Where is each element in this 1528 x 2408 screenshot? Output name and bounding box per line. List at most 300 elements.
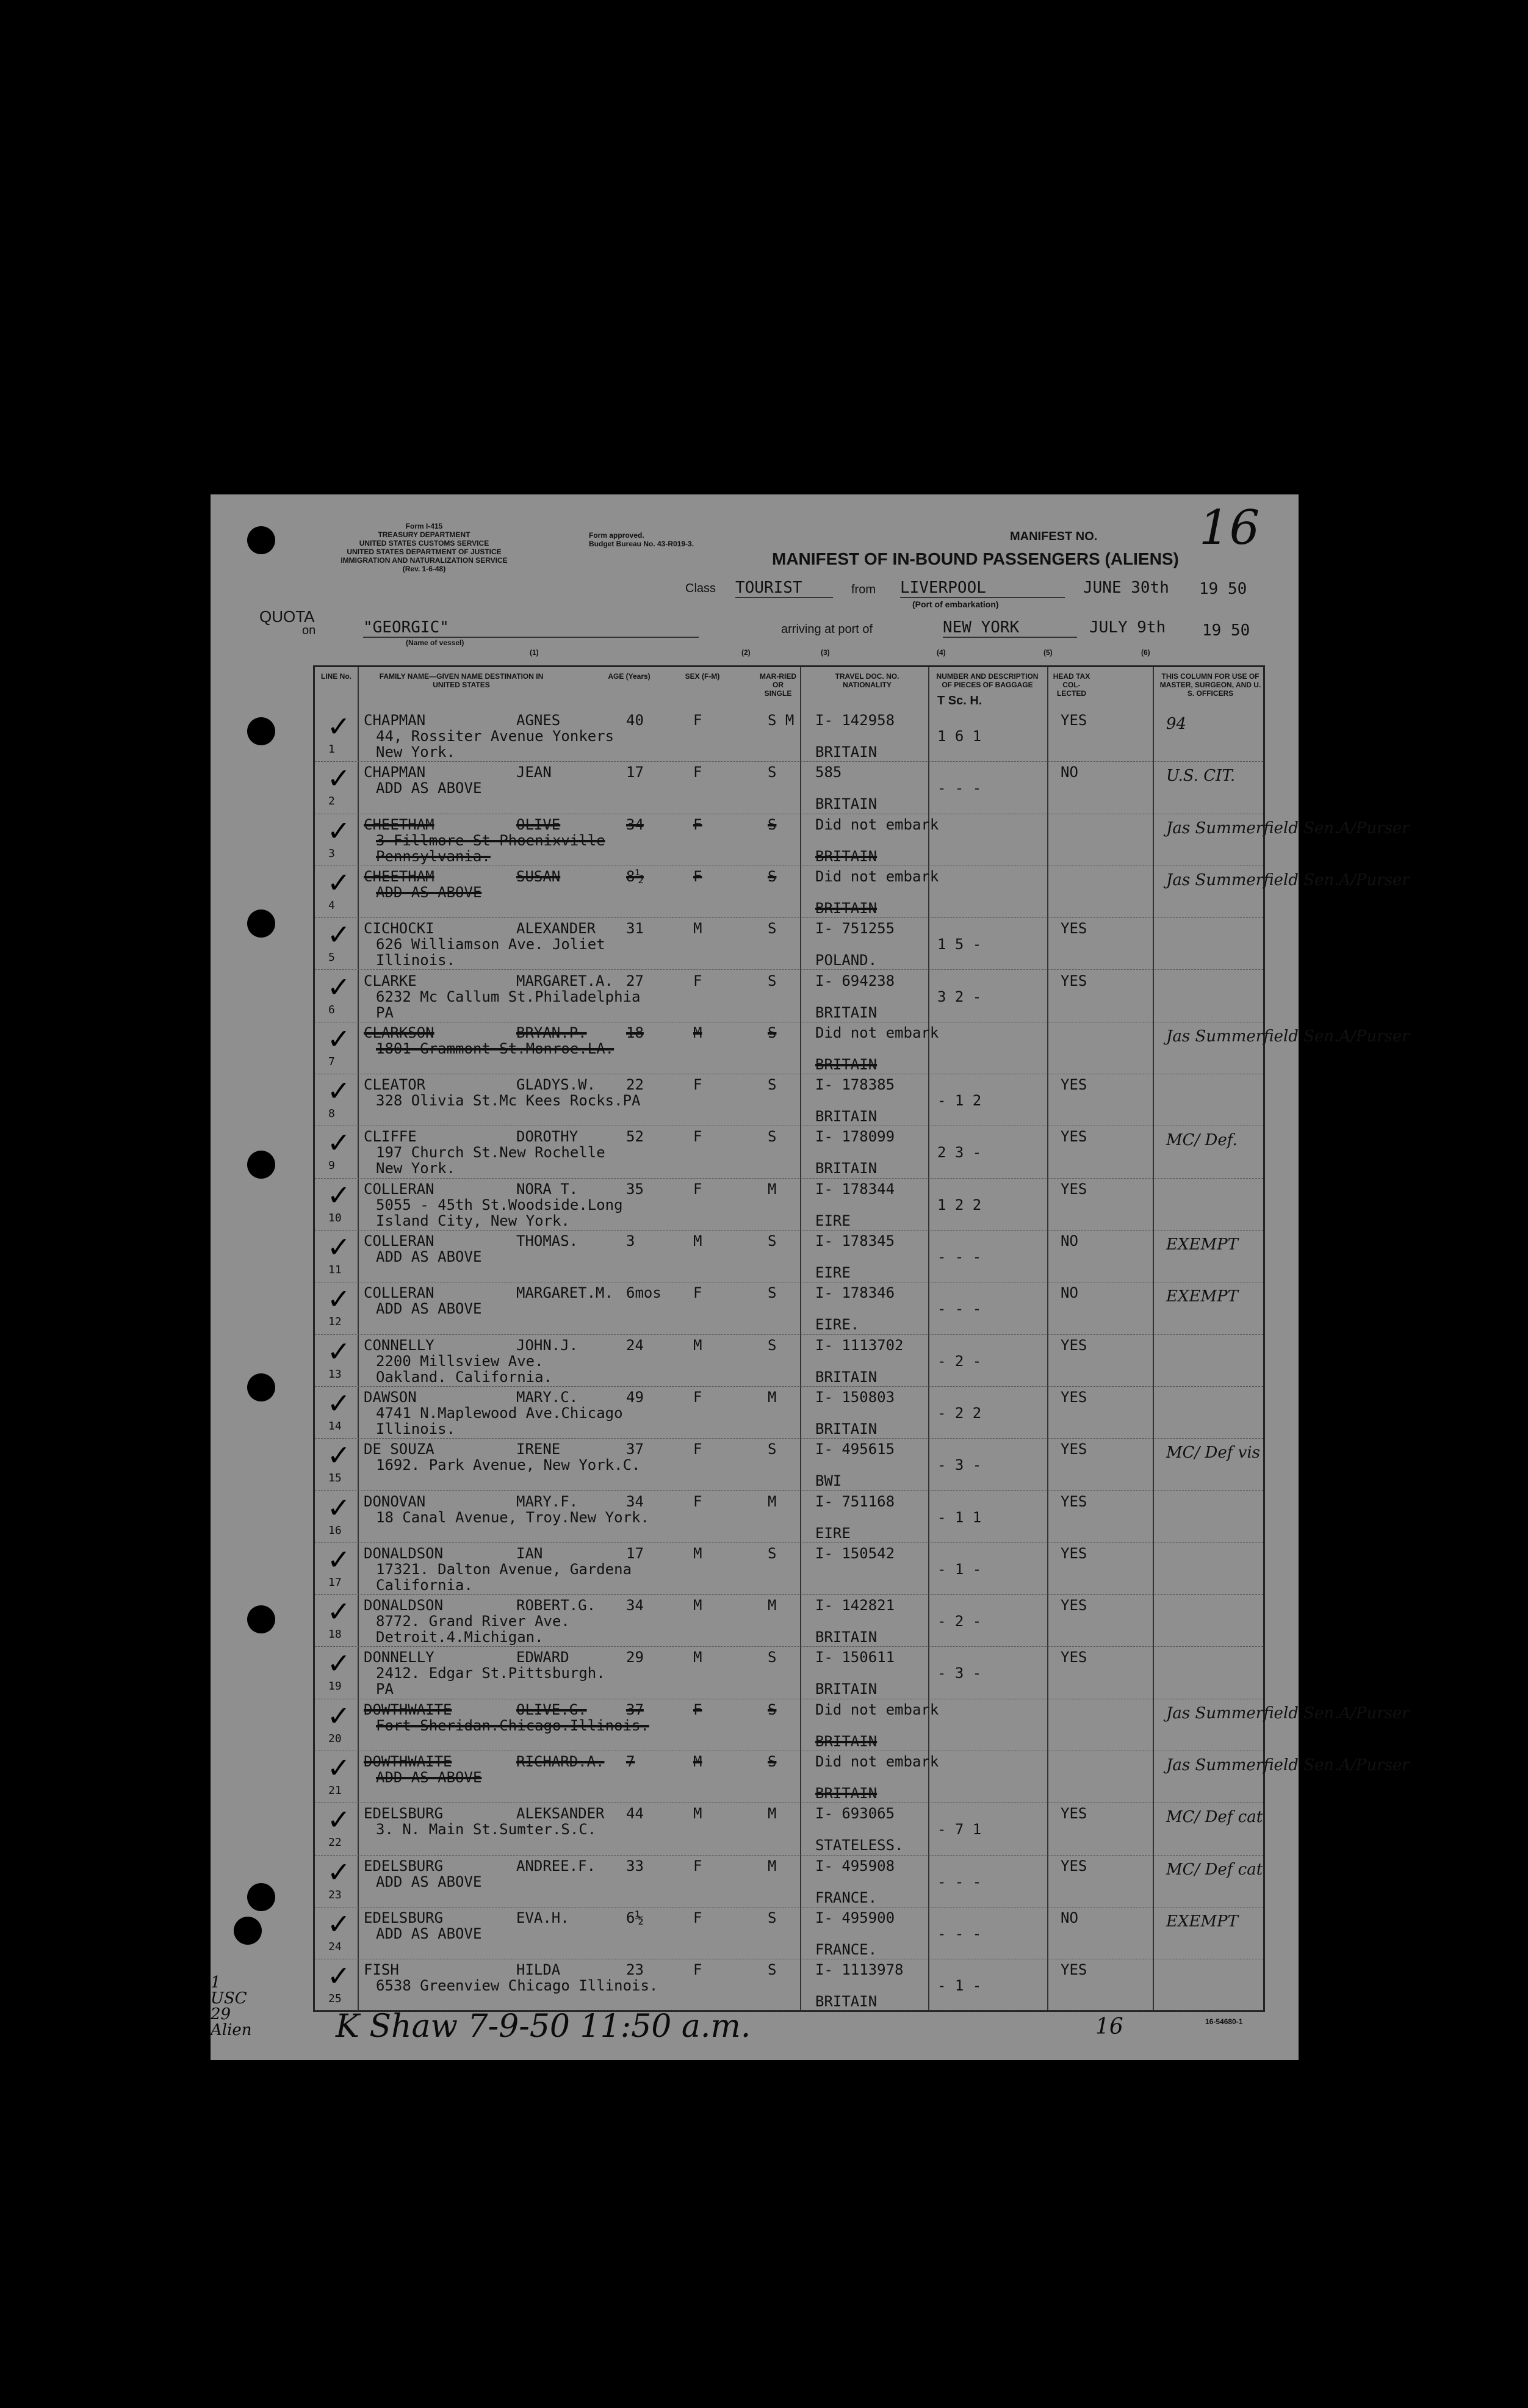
destination-line-1: 18 Canal Avenue, Troy.New York. (376, 1508, 649, 1526)
manifest-number: 16 (1199, 501, 1260, 555)
manifest-table (313, 665, 1410, 2012)
nationality: BRITAIN (815, 1108, 878, 1126)
nationality: BRITAIN (815, 1160, 878, 1177)
age: 40 (626, 712, 644, 729)
from-label: from (851, 583, 876, 596)
age: 34 (626, 815, 644, 833)
family-name: DE SOUZA (364, 1441, 434, 1458)
line-number: 3 (328, 847, 335, 860)
head-tax: YES (1061, 1128, 1087, 1146)
head-tax: YES (1061, 1857, 1087, 1875)
destination-line-1: ADD AS ABOVE (376, 1300, 482, 1318)
head-tax: NO (1061, 1232, 1078, 1249)
family-name: CHEETHAM (364, 815, 434, 833)
marital-status: S (768, 1701, 777, 1718)
travel-doc-number: I- 694238 (815, 972, 895, 989)
table-row (315, 1022, 1410, 1074)
destination-line-2: Illinois. (376, 952, 456, 969)
destination-line-2: New York. (376, 743, 456, 761)
check-mark-icon: ✓ (327, 1803, 351, 1837)
sex: F (693, 1701, 702, 1718)
marital-status: S (768, 920, 777, 938)
family-name: FISH (364, 1961, 399, 1979)
justice-department: UNITED STATES DEPARTMENT OF JUSTICE (347, 548, 502, 556)
head-tax: YES (1061, 920, 1087, 938)
column-number: (2) (741, 648, 751, 657)
table-row (315, 1699, 1410, 1751)
destination-line-1: 197 Church St.New Rochelle (376, 1144, 605, 1162)
age: 17 (626, 1544, 644, 1562)
destination-line-1: ADD AS ABOVE (376, 1925, 482, 1942)
on-label: on (302, 624, 316, 637)
family-name: CHAPMAN (364, 764, 426, 781)
sex: F (693, 867, 702, 885)
destination-line-1: ADD AS ABOVE (376, 779, 482, 797)
department: TREASURY DEPARTMENT (378, 530, 470, 539)
given-name: MARGARET.M. (516, 1284, 613, 1302)
baggage: 1 6 1 (937, 728, 982, 745)
family-name: COLLERAN (364, 1284, 434, 1302)
destination-line-1: 17321. Dalton Avenue, Gardena (376, 1560, 632, 1578)
nationality: BRITAIN (815, 1629, 878, 1646)
port-of-embarkation: LIVERPOOL (900, 579, 1065, 598)
head-tax: YES (1061, 1336, 1087, 1354)
table-row (315, 971, 1263, 1022)
marital-status: M (768, 1805, 777, 1823)
budget-bureau: Budget Bureau No. 43-R019-3. (589, 540, 694, 548)
line-number: 1 (328, 743, 335, 756)
marital-status: S (768, 1284, 777, 1302)
age: 23 (626, 1961, 644, 1979)
column-number: (3) (821, 648, 830, 657)
family-name: CHAPMAN (364, 712, 426, 729)
family-name: DONOVAN (364, 1492, 426, 1510)
customs-service: UNITED STATES CUSTOMS SERVICE (359, 539, 489, 548)
table-row (315, 1803, 1263, 1855)
table-row (315, 1282, 1263, 1334)
travel-doc-number: I- 178099 (815, 1128, 895, 1146)
nationality: EIRE (815, 1212, 851, 1229)
destination-line-2: Oakland. California. (376, 1368, 552, 1386)
form-approval (589, 531, 694, 548)
official-note: Jas Summerfield Sen.A/Purser (1166, 1704, 1410, 1723)
baggage: - 2 - (937, 1352, 982, 1370)
official-note: MC/ Def. (1166, 1131, 1238, 1150)
destination-line-1: 328 Olivia St.Mc Kees Rocks.PA (376, 1092, 641, 1110)
age: 27 (626, 972, 644, 989)
official-note: MC/ Def cat (1166, 1860, 1263, 1879)
check-mark-icon: ✓ (327, 1959, 351, 1993)
sex: M (693, 1753, 702, 1770)
marital-status: S (768, 1336, 777, 1354)
baggage: - 3 - (937, 1665, 982, 1682)
official-note: EXEMPT (1166, 1235, 1238, 1254)
family-name: DOWTHWAITE (364, 1753, 452, 1770)
sex: F (693, 1128, 702, 1146)
head-tax: YES (1061, 1649, 1087, 1666)
nationality: BRITAIN (815, 1732, 878, 1750)
travel-doc-number: I- 178344 (815, 1180, 895, 1198)
nationality: BRITAIN (815, 1003, 878, 1021)
age: 6mos (626, 1284, 661, 1302)
table-row (315, 1543, 1263, 1595)
travel-doc-number: I- 495900 (815, 1909, 895, 1926)
line-number: 11 (328, 1264, 342, 1276)
binder-hole (247, 909, 275, 938)
head-tax: YES (1061, 972, 1087, 989)
quota-label: QUOTA (259, 607, 315, 626)
sex: F (693, 764, 702, 781)
column-number: (5) (1043, 648, 1053, 657)
destination-line-1: 626 Williamson Ave. Joliet (376, 936, 605, 953)
given-name: OLIVE.G. (516, 1701, 587, 1718)
col-line-header: LINE No. (321, 672, 351, 681)
baggage: - 2 - (937, 1613, 982, 1630)
column-number: (1) (530, 648, 539, 657)
destination-line-1: 44, Rossiter Avenue Yonkers (376, 728, 614, 745)
age: 22 (626, 1076, 644, 1094)
marital-status: S (768, 972, 777, 989)
age: 33 (626, 1857, 644, 1875)
official-note: Jas Summerfield Sen.A/Purser (1166, 1756, 1410, 1774)
official-note: MC/ Def vis (1166, 1444, 1261, 1463)
given-name: ALEKSANDER (516, 1805, 605, 1823)
destination-line-2: PA (376, 1680, 394, 1698)
manifest-no-label: MANIFEST NO. (1010, 530, 1098, 543)
baggage: - - - (937, 1873, 982, 1890)
table-row (315, 1595, 1263, 1647)
check-mark-icon: ✓ (327, 970, 351, 1003)
inspector-signature: K Shaw 7-9-50 11:50 a.m. (336, 2008, 751, 2045)
baggage: 3 2 - (937, 988, 982, 1005)
sex: F (693, 1180, 702, 1198)
check-mark-icon: ✓ (327, 1126, 351, 1160)
head-tax: NO (1061, 1909, 1078, 1926)
col-headtax-header: HEAD TAX COL-LECTED (1053, 672, 1090, 698)
check-mark-icon: ✓ (327, 710, 351, 743)
travel-doc-number: I- 150611 (815, 1649, 895, 1666)
col-married-header: MAR-RIED OR SINGLE (760, 672, 796, 698)
check-mark-icon: ✓ (327, 1386, 351, 1420)
sex: F (693, 1961, 702, 1979)
travel-doc-number: Did not embark (815, 867, 939, 885)
check-mark-icon: ✓ (327, 1751, 351, 1784)
check-mark-icon: ✓ (327, 918, 351, 952)
check-mark-icon: ✓ (327, 1074, 351, 1108)
baggage: - 1 1 (937, 1508, 982, 1526)
line-number: 17 (328, 1575, 342, 1589)
marital-status: S (768, 1544, 777, 1562)
embarkation-date: JUNE 30th (1083, 579, 1169, 597)
marital-status: S (768, 1076, 777, 1094)
given-name: AGNES (516, 712, 561, 729)
head-tax: YES (1061, 1180, 1087, 1198)
travel-doc-number: I- 495908 (815, 1857, 895, 1875)
family-name: CONNELLY (364, 1336, 434, 1354)
nationality: BWI (815, 1472, 842, 1490)
nationality: FRANCE. (815, 1940, 878, 1958)
line-number: 20 (328, 1732, 342, 1745)
baggage: - 1 - (937, 1560, 982, 1578)
given-name: GLADYS.W. (516, 1076, 596, 1094)
line-number: 9 (328, 1159, 335, 1173)
travel-doc-number: I- 178345 (815, 1232, 895, 1249)
head-tax: YES (1061, 1961, 1087, 1979)
line-number: 15 (328, 1472, 342, 1485)
age: 29 (626, 1649, 644, 1666)
destination-line-2: PA (376, 1003, 394, 1021)
given-name: OLIVE (516, 815, 561, 833)
sex: F (693, 1909, 702, 1926)
family-name: EDELSBURG (364, 1805, 444, 1823)
baggage: 2 3 - (937, 1144, 982, 1162)
arrival-year: 19 50 (1202, 621, 1250, 640)
form-approved: Form approved. (589, 531, 644, 540)
given-name: ANDREE.F. (516, 1857, 596, 1875)
port-embark-caption: (Port of embarkation) (912, 599, 999, 609)
nationality: BRITAIN (815, 795, 878, 813)
head-tax: YES (1061, 1441, 1087, 1458)
sex: M (693, 920, 702, 938)
marital-status: M (768, 1492, 777, 1510)
arrival-date: JULY 9th (1089, 618, 1166, 637)
col-baggage-subheader: T Sc. H. (937, 694, 982, 707)
destination-line-2: Illinois. (376, 1420, 456, 1437)
line-number: 5 (328, 951, 335, 964)
age: 44 (626, 1805, 644, 1823)
table-row (315, 1335, 1263, 1387)
line-number: 22 (328, 1836, 342, 1849)
travel-doc-number: I- 150542 (815, 1544, 895, 1562)
baggage: 1 2 2 (937, 1196, 982, 1213)
sex: F (693, 1492, 702, 1510)
destination-line-1: 6538 Greenview Chicago Illinois. (376, 1977, 658, 1995)
nationality: BRITAIN (815, 1993, 878, 2011)
table-row (315, 814, 1410, 866)
travel-doc-number: I- 1113702 (815, 1336, 904, 1354)
travel-doc-number: 585 (815, 764, 842, 781)
travel-doc-number: Did not embark (815, 1753, 939, 1770)
travel-doc-number: Did not embark (815, 1701, 939, 1718)
destination-line-1: 4741 N.Maplewood Ave.Chicago (376, 1404, 623, 1422)
line-number: 24 (328, 1940, 342, 1953)
given-name: DOROTHY (516, 1128, 578, 1146)
destination-line-1: 1801 Grammont St.Monroe.LA. (376, 1039, 614, 1057)
marital-status: S (768, 1441, 777, 1458)
age: 34 (626, 1492, 644, 1510)
marital-status: S (768, 764, 777, 781)
marital-status: M (768, 1180, 777, 1198)
marital-status: M (768, 1597, 777, 1614)
given-name: RICHARD.A. (516, 1753, 605, 1770)
family-name: DONALDSON (364, 1544, 444, 1562)
travel-doc-number: I- 1113978 (815, 1961, 904, 1979)
family-name: COLLERAN (364, 1232, 434, 1249)
age: 24 (626, 1336, 644, 1354)
vessel-caption: (Name of vessel) (406, 638, 464, 647)
official-note: Jas Summerfield Sen.A/Purser (1166, 819, 1410, 837)
table-row (315, 1751, 1410, 1803)
check-mark-icon: ✓ (327, 1178, 351, 1212)
table-row (315, 866, 1410, 918)
line-number: 8 (328, 1107, 335, 1121)
revision: (Rev. 1-6-48) (402, 565, 446, 573)
destination-line-1: 8772. Grand River Ave. (376, 1613, 570, 1630)
sex: M (693, 1649, 702, 1666)
family-name: COLLERAN (364, 1180, 434, 1198)
age: 52 (626, 1128, 644, 1146)
marital-status: S (768, 867, 777, 885)
destination-line-1: 2200 Millsview Ave. (376, 1352, 544, 1370)
baggage: - 1 2 (937, 1092, 982, 1110)
page-title: MANIFEST OF IN-BOUND PASSENGERS (ALIENS) (772, 549, 1179, 568)
given-name: EDWARD (516, 1649, 569, 1666)
given-name: ROBERT.G. (516, 1597, 596, 1614)
marital-status: S (768, 815, 777, 833)
embarkation-year: 19 50 (1199, 580, 1247, 598)
check-mark-icon: ✓ (327, 814, 351, 847)
form-number: Form I-415 (405, 522, 443, 530)
col-baggage-header: NUMBER AND DESCRIPTION OF PIECES OF BAGGAGE (936, 672, 1039, 689)
sex: F (693, 815, 702, 833)
given-name: SUSAN (516, 867, 561, 885)
head-tax: YES (1061, 1597, 1087, 1614)
sex: F (693, 1388, 702, 1406)
age: 3 (626, 1232, 635, 1249)
destination-line-1: ADD AS ABOVE (376, 1769, 482, 1786)
age: 31 (626, 920, 644, 938)
travel-doc-number: I- 150803 (815, 1388, 895, 1406)
arriving-label: arriving at port of (781, 623, 873, 636)
table-row (315, 1387, 1263, 1439)
baggage: - 2 2 (937, 1404, 982, 1422)
travel-doc-number: Did not embark (815, 1024, 939, 1041)
destination-line-2: Detroit.4.Michigan. (376, 1629, 544, 1646)
table-row (315, 1126, 1263, 1178)
nationality: STATELESS. (815, 1837, 904, 1854)
line-number: 13 (328, 1367, 342, 1381)
table-row (315, 1907, 1263, 1959)
sex: F (693, 1076, 702, 1094)
baggage: - - - (937, 1925, 982, 1942)
age: 17 (626, 764, 644, 781)
vessel-name: "GEORGIC" (363, 618, 699, 638)
travel-doc-number: I- 751255 (815, 920, 895, 938)
age: 49 (626, 1388, 644, 1406)
footer-page-number: 16 (1095, 2014, 1123, 2039)
baggage: - - - (937, 1300, 982, 1318)
age: 7 (626, 1753, 635, 1770)
destination-line-1: 3. N. Main St.Sumter.S.C. (376, 1821, 597, 1839)
family-name: CLARKE (364, 972, 417, 989)
travel-doc-number: Did not embark (815, 815, 939, 833)
binder-hole (247, 1373, 275, 1401)
age: 6½ (626, 1909, 644, 1926)
line-number: 4 (328, 898, 335, 912)
manifest-sheet (211, 494, 1410, 2060)
family-name: DAWSON (364, 1388, 417, 1406)
nationality: BRITAIN (815, 743, 878, 761)
destination-line-1: ADD AS ABOVE (376, 1873, 482, 1890)
family-name: EDELSBURG (364, 1909, 444, 1926)
travel-doc-number: I- 178346 (815, 1284, 895, 1302)
check-mark-icon: ✓ (327, 1334, 351, 1368)
marital-status: S (768, 1232, 777, 1249)
col-sex-header: SEX (F-M) (685, 672, 720, 681)
destination-line-1: 6232 Mc Callum St.Philadelphia (376, 988, 641, 1005)
marital-status: S (768, 1961, 777, 1979)
table-row (315, 918, 1263, 970)
line-number: 19 (328, 1680, 342, 1693)
nationality: BRITAIN (815, 899, 878, 917)
table-row (315, 1231, 1263, 1282)
given-name: IAN (516, 1544, 543, 1562)
sex: M (693, 1805, 702, 1823)
baggage: - - - (937, 1248, 982, 1265)
check-mark-icon: ✓ (327, 1282, 351, 1316)
given-name: IRENE (516, 1441, 561, 1458)
sex: F (693, 712, 702, 729)
given-name: MARGARET.A. (516, 972, 613, 989)
official-note: EXEMPT (1166, 1287, 1238, 1306)
table-row (315, 762, 1263, 814)
nationality: BRITAIN (815, 1785, 878, 1802)
head-tax: YES (1061, 1076, 1087, 1094)
head-tax: NO (1061, 764, 1078, 781)
age: 35 (626, 1180, 644, 1198)
sex: M (693, 1597, 702, 1614)
line-number: 12 (328, 1315, 342, 1329)
column-number: (6) (1141, 648, 1150, 657)
family-name: EDELSBURG (364, 1857, 444, 1875)
class-value: TOURIST (735, 579, 833, 598)
destination-line-2: New York. (376, 1160, 456, 1177)
given-name: BRYAN.P. (516, 1024, 587, 1041)
head-tax: YES (1061, 1805, 1087, 1823)
destination-line-1: 2412. Edgar St.Pittsburgh. (376, 1665, 605, 1682)
class-label: Class (685, 582, 716, 595)
check-mark-icon: ✓ (327, 1542, 351, 1576)
sex: M (693, 1336, 702, 1354)
sex: F (693, 972, 702, 989)
given-name: HILDA (516, 1961, 561, 1979)
travel-doc-number: I- 142821 (815, 1597, 895, 1614)
line-number: 16 (328, 1524, 342, 1537)
given-name: EVA.H. (516, 1909, 569, 1926)
check-mark-icon: ✓ (327, 866, 351, 899)
line-number: 2 (328, 795, 335, 808)
given-name: JOHN.J. (516, 1336, 578, 1354)
destination-line-2: Pennsylvania. (376, 847, 491, 865)
head-tax: YES (1061, 1492, 1087, 1510)
nationality: FRANCE. (815, 1889, 878, 1906)
official-note: 94 (1166, 715, 1187, 733)
head-tax: NO (1061, 1284, 1078, 1302)
given-name: MARY.C. (516, 1388, 578, 1406)
check-mark-icon: ✓ (327, 1491, 351, 1524)
family-name: CHEETHAM (364, 867, 434, 885)
table-row (315, 710, 1263, 762)
check-mark-icon: ✓ (327, 1231, 351, 1264)
column-number: (4) (937, 648, 946, 657)
nationality: EIRE (815, 1524, 851, 1542)
travel-doc-number: I- 142958 (815, 712, 895, 729)
age: 37 (626, 1441, 644, 1458)
line-number: 18 (328, 1628, 342, 1641)
marital-status: S M (768, 712, 795, 729)
official-note: U.S. CIT. (1166, 767, 1236, 786)
marital-status: S (768, 1128, 777, 1146)
